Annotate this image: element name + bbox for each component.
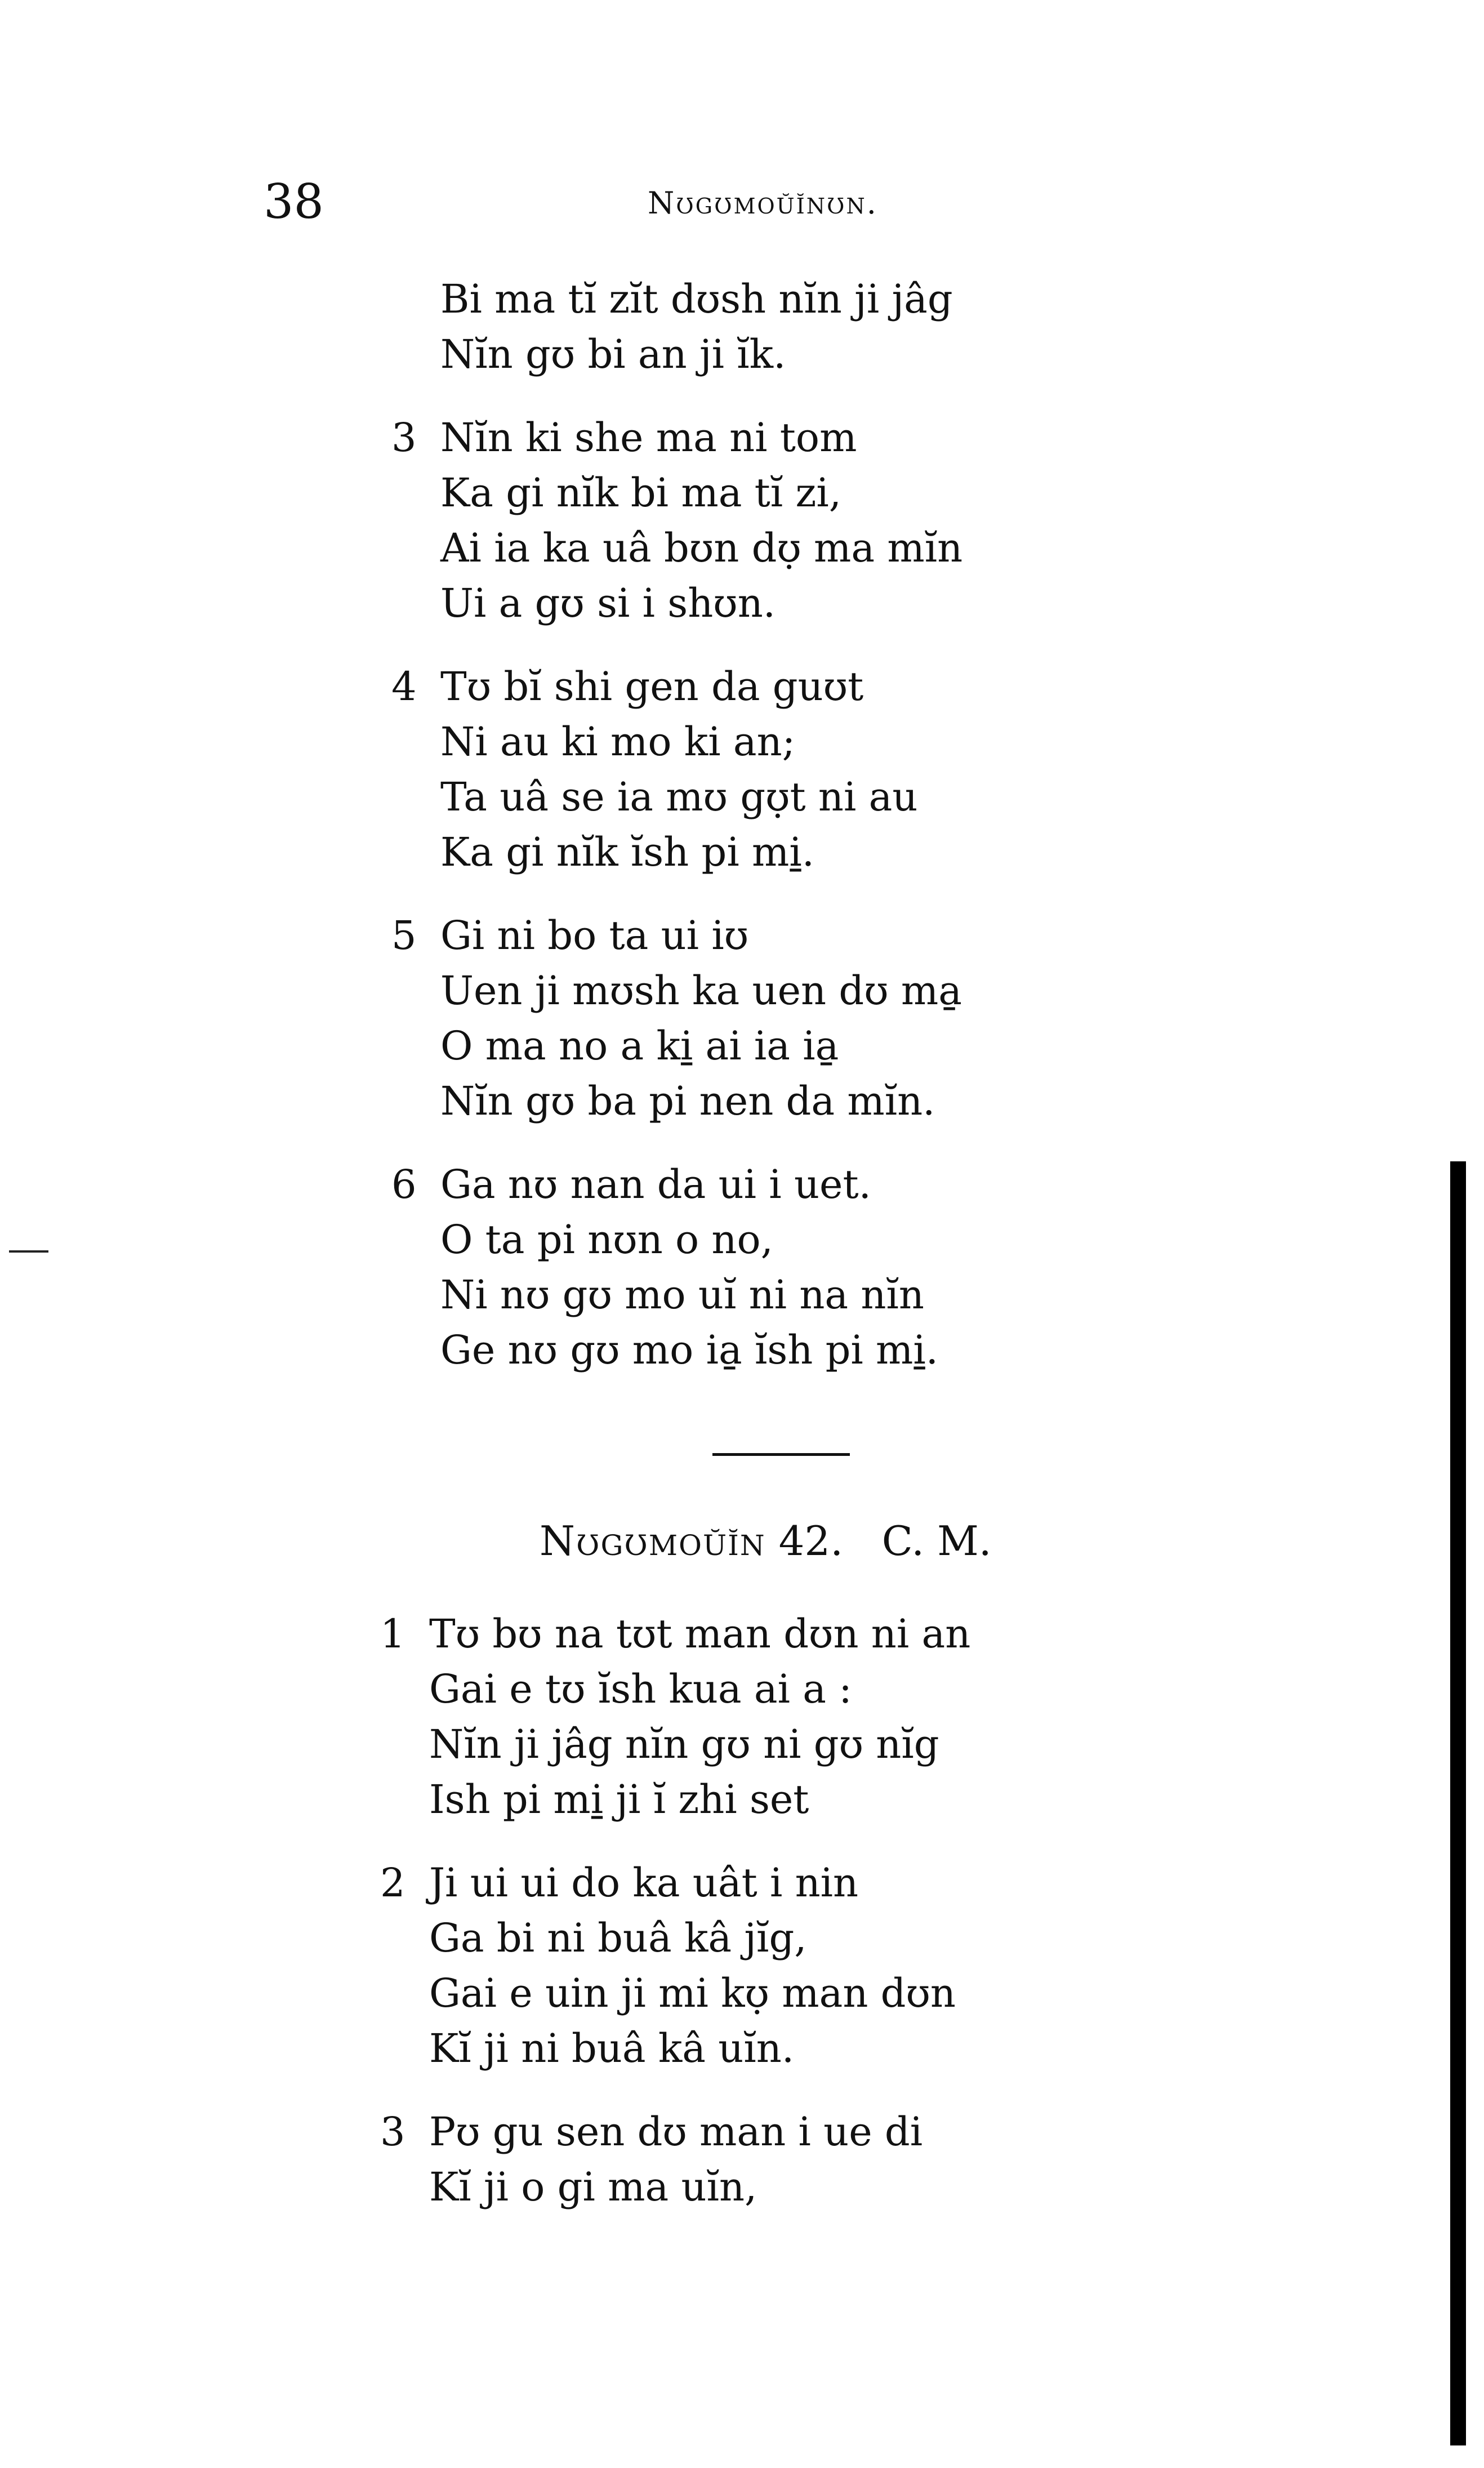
hymn-heading [540, 1517, 992, 1565]
stanza [391, 1157, 962, 1378]
verse-line: Gai e tʊ ĭsh kua ai a : [429, 1666, 852, 1712]
verse-line: Ga nʊ nan da ui i uet. [440, 1161, 871, 1208]
stanza-number: 6 [391, 1161, 417, 1208]
verse-line: Nĭn gʊ ba pi nen da mĭn. [440, 1078, 935, 1124]
verse-line: Gi ni bo ta ui iʊ [440, 912, 749, 959]
verse-line: O ta pi nʊn o no, [440, 1217, 773, 1263]
verse-line: Uen ji mʊsh ka uen dʊ ma̱ [440, 968, 962, 1014]
hymn-meter: C. M. [881, 1517, 992, 1565]
stanza [391, 271, 962, 382]
stanza-number: 4 [391, 663, 417, 710]
verse-line: O ma no a ki̱ ai ia ia̱ [440, 1023, 839, 1069]
verse-line: Ka gi nĭk ĭsh pi mi̱. [440, 829, 814, 875]
stanza-number: 1 [380, 1611, 405, 1657]
stanza [380, 1606, 970, 1827]
stanza [391, 659, 962, 880]
stanza-number: 2 [380, 1860, 405, 1906]
stanza [380, 2104, 970, 2215]
verse-line: Ui a gʊ si i shʊn. [440, 580, 776, 626]
stanza-number: 3 [391, 415, 417, 461]
verse-line: Tʊ bʊ na tʊt man dʊn ni an [429, 1611, 971, 1657]
verse-line: Pʊ gu sen dʊ man i ue di [429, 2109, 923, 2155]
verse-line: Bi ma tĭ zĭt dʊsh nĭn ji jâg [440, 276, 953, 322]
verse-line: Gai e uin ji mi kʊ̣ man dʊn [429, 1970, 956, 2016]
verse-line: Tʊ bĭ shi gen da guʊt [440, 663, 864, 710]
verse-line: Ish pi mi̱ ji ĭ zhi set [429, 1776, 809, 1823]
section-divider [712, 1453, 850, 1456]
verse-line: Ai ia ka uâ bʊn dʊ̣ ma mĭn [440, 525, 963, 571]
verse-line: Nĭn ki she ma ni tom [440, 415, 857, 461]
stanza [391, 410, 962, 631]
hymn-continuation [391, 271, 962, 1378]
hymn-number: 42. [778, 1517, 844, 1565]
verse-line: Ji ui ui do ka uât i nin [429, 1860, 859, 1906]
page-edge-shadow [1450, 1161, 1466, 2445]
verse-line: Kĭ ji ni buâ kâ uĭn. [429, 2025, 795, 2071]
stanza [380, 1855, 970, 2076]
running-head: Nʊgʊmoŭĭnʊn. [648, 185, 878, 221]
verse-line: Ga bi ni buâ kâ jĭg, [429, 1915, 807, 1961]
page-number: 38 [264, 174, 324, 229]
stanza [391, 908, 962, 1129]
stanza-number: 3 [380, 2109, 405, 2155]
margin-mark [9, 1250, 48, 1253]
verse-line: Ge nʊ gʊ mo ia̱ ĭsh pi mi̱. [440, 1327, 939, 1373]
verse-line: Ka gi nĭk bi ma tĭ zi, [440, 470, 841, 516]
hymn-title: Nʊgʊmoŭĭn [540, 1517, 766, 1565]
verse-line: Nĭn ji jâg nĭn gʊ ni gʊ nĭg [429, 1721, 939, 1767]
stanza-number: 5 [391, 912, 417, 959]
verse-line: Kĭ ji o gi ma uĭn, [429, 2164, 757, 2210]
verse-line: Ta uâ se ia mʊ gʊ̣t ni au [440, 774, 918, 820]
verse-line: Nĭn gʊ bi an ji ĭk. [440, 331, 786, 377]
hymn-42 [380, 1606, 970, 2215]
verse-line: Ni au ki mo ki an; [440, 719, 796, 765]
verse-line: Ni nʊ gʊ mo uĭ ni na nĭn [440, 1272, 924, 1318]
